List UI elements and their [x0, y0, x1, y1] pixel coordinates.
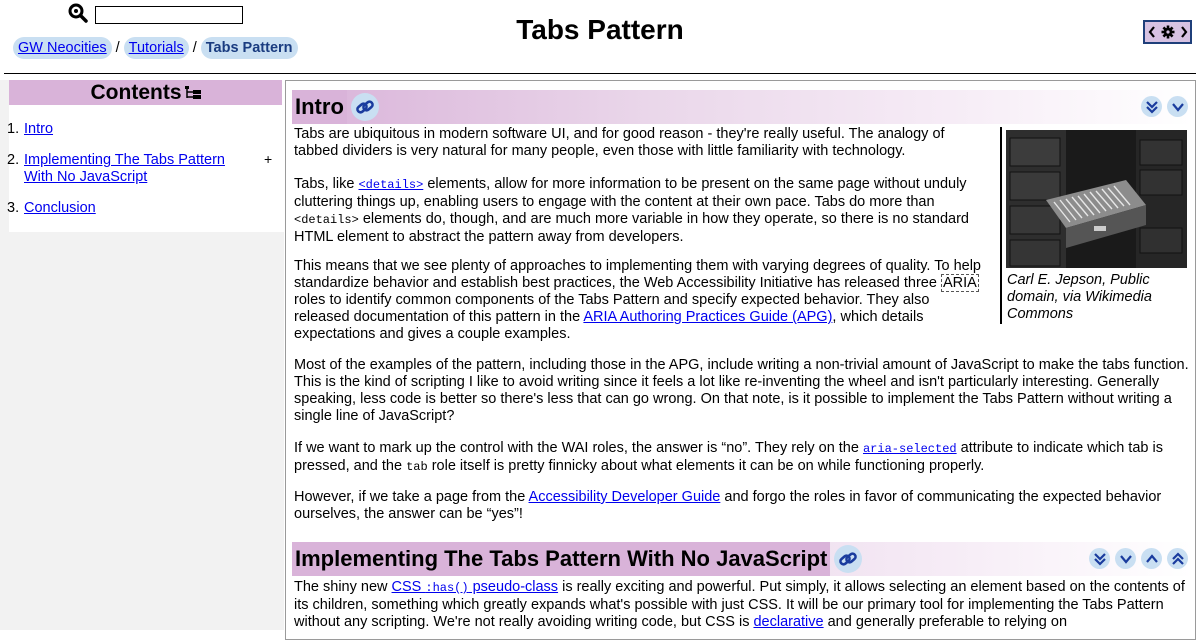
- toc-number: 1.: [7, 121, 20, 137]
- sidebar-background: [0, 232, 284, 630]
- skip-to-last-button[interactable]: [1089, 548, 1110, 569]
- double-chevron-up-icon: [1171, 552, 1185, 566]
- text: elements, allow for more information to be present on the same page without unduly cluttering things up, enabling users to engage with the content at their own pace. Tabs do more than: [294, 176, 967, 210]
- filing-cabinet-photo: [1006, 130, 1187, 268]
- link-text: CSS: [391, 579, 426, 595]
- section-heading-intro: Intro: [292, 90, 347, 124]
- chevron-down-icon: [1171, 100, 1185, 114]
- details-element-link[interactable]: [358, 176, 423, 192]
- intro-paragraph-2: [294, 176, 984, 246]
- intro-paragraph-4: Most of the examples of the pattern, including those in the APG, include writing a non-trivial amount of JavaScript to make the tabs function. This is the kind of scripting I like to avoid writing since it feels a lot like re-inventing the wheel and isn't particularly interesting. Generally speaking, less code is better so there's less that can go wrong. On that note, is it possible to implement the Tabs Pattern without writing a single line of JavaScript?: [294, 357, 1189, 424]
- intro-paragraph-3: [294, 258, 984, 343]
- text: roles to identify common components of the Tabs Pattern and specify expected behavior. They also released documentation of this pattern in the: [294, 292, 930, 325]
- inline-code: aria-selected: [862, 442, 957, 456]
- toc-link-intro[interactable]: Intro: [24, 121, 54, 137]
- figure-caption: Carl E. Jepson, Public domain, via Wikimedia Commons: [1007, 272, 1152, 322]
- text: attribute to indicate which tab is pressed, and the: [294, 440, 1163, 474]
- header-divider: [4, 73, 1196, 74]
- double-chevron-down-icon: [1145, 100, 1159, 114]
- inline-code: <details>: [294, 213, 359, 227]
- previous-section-button[interactable]: [1141, 548, 1162, 569]
- inline-code: tab: [406, 460, 428, 474]
- declarative-link[interactable]: declarative: [753, 614, 824, 630]
- next-section-button[interactable]: [1115, 548, 1136, 569]
- toc-number: 2.: [7, 152, 20, 168]
- apg-link[interactable]: ARIA Authoring Practices Guide (APG): [583, 309, 833, 325]
- text: However, if we take a page from the: [294, 489, 529, 505]
- text: The shiny new: [294, 579, 392, 595]
- toc-title: Contents: [90, 80, 182, 104]
- link-icon: [838, 549, 858, 569]
- toc-item-conclusion: [7, 200, 96, 217]
- toc-link-line: With No JavaScript: [24, 169, 148, 185]
- section-permalink-button[interactable]: [834, 545, 862, 573]
- toc-link-conclusion[interactable]: Conclusion: [24, 200, 96, 216]
- toc-header: [9, 80, 282, 105]
- inline-code: <details>: [358, 178, 424, 192]
- toc-link-implementing[interactable]: [24, 152, 225, 186]
- section-nav-buttons: [1141, 96, 1188, 117]
- section-header-intro: [292, 90, 1194, 124]
- chevron-down-icon: [1119, 552, 1133, 566]
- settings-gear-icon: [1148, 24, 1188, 40]
- text: is really exciting and powerful. Put simply, it allows selecting an element based on the contents of its children, something which greatly expands what's possible with just CSS. It will be our primary tool for implementing the Tabs Pattern without any scripting. We're not really avoiding writing code, but CSS is: [294, 579, 1185, 630]
- toc-expand-toggle[interactable]: +: [264, 151, 273, 167]
- skip-to-last-button[interactable]: [1141, 96, 1162, 117]
- next-section-button[interactable]: [1167, 96, 1188, 117]
- toc-item-intro: [7, 121, 53, 138]
- breadcrumb-gw-neocities[interactable]: GW Neocities: [13, 37, 112, 59]
- skip-to-first-button[interactable]: [1167, 548, 1188, 569]
- link-icon: [355, 97, 375, 117]
- page-title: Tabs Pattern: [516, 14, 684, 45]
- text: and generally preferable to relying on: [823, 614, 1068, 630]
- aria-selected-link[interactable]: [863, 440, 957, 456]
- intro-figure: [1000, 127, 1192, 324]
- css-has-link[interactable]: [392, 579, 559, 595]
- text: elements do, though, and are much more variable in how they operate, so there is no standard HTML element to abstract the pattern away from developers.: [294, 211, 969, 245]
- chevron-up-icon: [1145, 552, 1159, 566]
- section-header-implementing: [292, 542, 1194, 576]
- text: Tabs, like: [294, 176, 359, 192]
- section-nav-buttons: [1089, 548, 1188, 569]
- text: This means that we see plenty of approaches to implementing them with varying degrees of quality. To help standardize behavior and establish best practices, the Web Accessibility Initiative has released three: [294, 258, 981, 291]
- toc-link-line: Implementing The Tabs Pattern: [24, 152, 225, 168]
- text: and forgo the roles in favor of communicating the expected behavior ourselves, the answer can be “yes”!: [294, 489, 1162, 522]
- breadcrumb-current: Tabs Pattern: [201, 37, 298, 59]
- settings-button[interactable]: [1143, 20, 1192, 44]
- intro-paragraph-1: Tabs are ubiquitous in modern software UI, and for good reason - they're really useful. The analogy of tabbed dividers is very natural for many people, even those with little familiarity with technology.: [294, 126, 945, 159]
- link-text: pseudo-class: [468, 579, 559, 595]
- breadcrumb-tutorials[interactable]: Tutorials: [124, 37, 189, 59]
- breadcrumb-separator: /: [115, 40, 120, 56]
- text: If we want to mark up the control with the WAI roles, the answer is “no”. They rely on the: [294, 440, 863, 456]
- breadcrumb-separator: /: [192, 40, 197, 56]
- section-heading-implementing: Implementing The Tabs Pattern With No JavaScript: [292, 542, 830, 576]
- toc-item-implementing: [7, 152, 225, 186]
- text: role itself is pretty finnicky about what elements it can be on while functioning properly.: [427, 458, 985, 474]
- toc-tree-icon[interactable]: [185, 86, 201, 100]
- accessibility-developer-guide-link[interactable]: Accessibility Developer Guide: [528, 489, 721, 505]
- double-chevron-down-icon: [1093, 552, 1107, 566]
- aria-abbreviation[interactable]: ARIA: [942, 275, 977, 291]
- toc-number: 3.: [7, 200, 20, 216]
- inline-code: :has(): [425, 581, 469, 595]
- text: , which details expectations and gives a couple examples.: [294, 309, 924, 342]
- intro-paragraph-6: [294, 489, 1189, 523]
- section2-paragraph-1: [294, 579, 1189, 631]
- intro-paragraph-5: [294, 440, 1189, 476]
- section-permalink-button[interactable]: [351, 93, 379, 121]
